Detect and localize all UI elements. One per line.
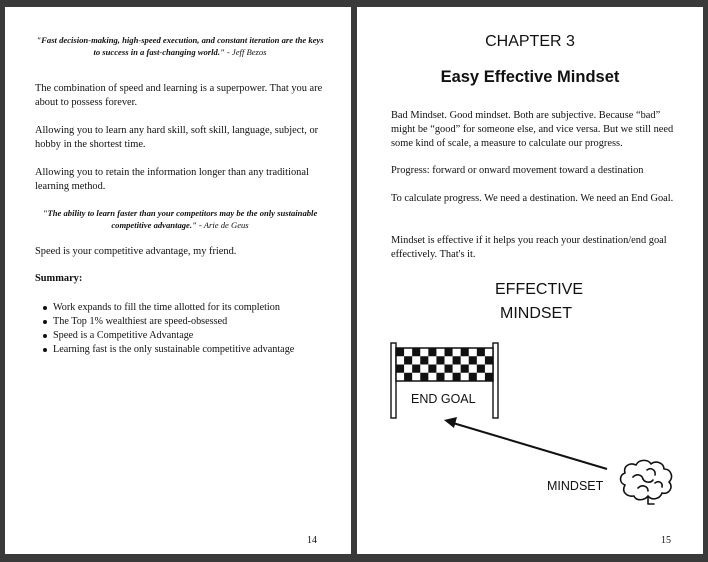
chapter-number: CHAPTER 3 [485,33,575,50]
checker-square [461,365,469,373]
checker-square [485,373,493,381]
opening-quote-text: "Fast decision-making, high-speed execution, and constant iteration are the keys to success in a fast-changing world." [36,35,324,57]
competitive-advantage-quote [35,207,325,231]
summary-item: The Top 1% wealthiest are speed-obsessed [39,315,294,329]
checker-square [404,373,412,381]
paragraph-superpower: The combination of speed and learning is a superpower. That you are about to possess forever. [35,83,323,108]
paragraph-effective-mindset: Mindset is effective if it helps you reach your destination/end goal effectively. That's it. [391,235,667,260]
checker-square [428,348,436,356]
summary-heading: Summary: [35,273,83,284]
page-number: 15 [661,535,671,546]
checker-square [428,365,436,373]
checkered-finish-banner-icon [391,343,498,418]
chapter-title: Easy Effective Mindset [440,68,620,86]
right-page [357,7,703,554]
checker-square [412,365,420,373]
summary-item: Work expands to fill the time allotted for its completion [39,301,294,315]
paragraph-retain-information: Allowing you to retain the information longer than any traditional learning method. [35,167,309,192]
left-page [5,7,351,554]
checker-square [404,356,412,364]
arrow-icon [444,417,607,469]
checker-square [445,348,453,356]
paragraph-speed-advantage: Speed is your competitive advantage, my friend. [35,246,237,257]
opening-quote [35,34,325,58]
effective-mindset-diagram [357,7,703,554]
page-number: 14 [307,535,317,546]
mindset-label: MINDSET [547,479,604,493]
checker-square [396,365,404,373]
checker-square [412,348,420,356]
competitive-advantage-quote-text: "The ability to learn faster than your competitors may be the only sustainable competitive advantage." [42,208,318,230]
paragraph-learn-any-skill: Allowing you to learn any hard skill, soft skill, language, subject, or hobby in the shortest time. [35,125,319,150]
checker-square [436,373,444,381]
competitive-advantage-quote-author: - Arie de Geus [196,220,249,230]
checker-square [469,373,477,381]
checker-square [461,348,469,356]
checker-square [445,365,453,373]
brain-icon [621,460,672,504]
diagram-title-line-2: MINDSET [500,305,572,322]
checker-square [453,373,461,381]
checker-square [469,356,477,364]
paragraph-destination: To calculate progress. We need a destination. We need an End Goal. [391,193,674,204]
checker-square [477,348,485,356]
checker-square [436,356,444,364]
checker-square [477,365,485,373]
summary-item: Learning fast is the only sustainable competitive advantage [39,343,294,357]
summary-list [39,301,294,357]
checker-square [396,348,404,356]
paragraph-bad-good-mindset: Bad Mindset. Good mindset. Both are subjective. Because “bad” might be “good” for someone else, and vice versa. But we still need some kind of scale, a measure to calculate our progress. [391,110,674,149]
checker-square [453,356,461,364]
paragraph-progress-definition: Progress: forward or onward movement toward a destination [391,165,644,176]
summary-item: Speed is a Competitive Advantage [39,329,294,343]
checker-square [420,356,428,364]
checker-square [420,373,428,381]
checker-square [485,356,493,364]
opening-quote-author: - Jeff Bezos [224,47,267,57]
end-goal-label: END GOAL [411,392,476,406]
diagram-title-line-1: EFFECTIVE [495,281,584,298]
